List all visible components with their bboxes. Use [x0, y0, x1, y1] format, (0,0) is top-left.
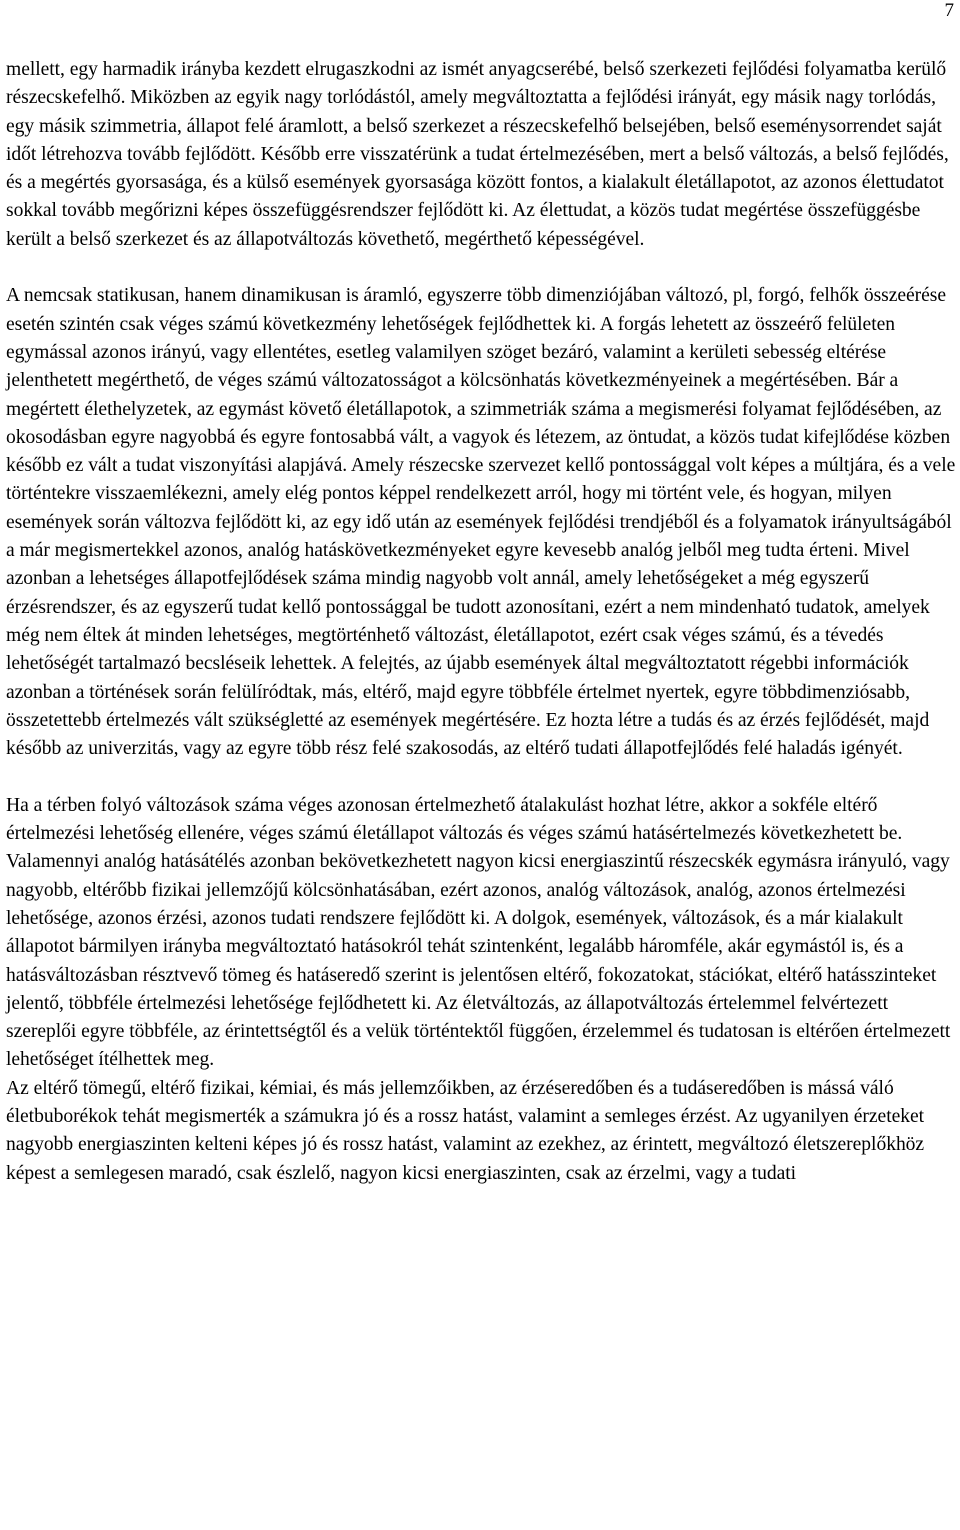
- paragraph-3: Ha a térben folyó változások száma véges azonosan értelmezhető átalakulást hozhat létre, akkor a sokféle eltérő értelmezési lehetőség ellenére, véges számú életállapot változás és véges számú hatásértelmezés következhetett be. Valamennyi analóg hatásátélés azonban bekövetkezhetett nagyon kicsi energiaszintű részecskék egymásra irányuló, vagy nagyobb, eltérőbb fizikai jellemzőjű kölcsönhatásában, ezért azonos, analóg változások, analóg, azonos értelmezési lehetősége, azonos érzési, azonos tudati rendszere fejlődött ki. A dolgok, események, változások, és a már kialakult állapotot bármilyen irányba megváltoztató hatásokról tehát szintenként, legalább háromféle, akár egymástól is, és a hatásváltozásban résztvevő tömeg és hatáseredő szerint is jelentősen eltérő, fokozatokat, stációkat, eltérő hatásszinteket jelentő, többféle értelmezési lehetősége fejlődhetett ki. Az életváltozás, az állapotváltozás értelemmel felvértezett szereplői egyre többféle, az érintettségtől és a velük történtektől függően, érzelemmel és tudatosan is eltérően értelmezett lehetőséget ítélhettek meg.: [6, 794, 951, 1071]
- body-text: [6, 56, 956, 1188]
- paragraph-2: A nemcsak statikusan, hanem dinamikusan is áramló, egyszerre több dimenziójában változó, pl, forgó, felhők összeérése esetén szintén csak véges számú következmény lehetőségek fejlődhettek ki. A forgás lehetett az összeérő felületen egymással azonos irányú, vagy ellentétes, esetleg valamilyen szöget bezáró, valamint a kerületi sebesség eltérése jelenthetett megérthető, de véges számú változatosságot a kölcsönhatás következményeinek a megértésében. Bár a megértett élethelyzetek, az egymást követő életállapotok, a szimmetriák száma a megismerési folyamat fejlődésében, az okosodásban egyre nagyobbá és egyre fontosabbá vált, a vagyok és létezem, az öntudat, a közös tudat kifejlődése közben később ez vált a tudat viszonyítási alapjává. Amely részecske szervezet kellő pontossággal volt képes a múltjára, és a vele történtekre visszaemlékezni, amely elég pontos képpel rendelkezett arról, hogy mi történt vele, és hogyan, milyen események során változva fejlődött ki, az egy idő után az események fejlődési trendjéből és a folyamatok irányultságából a már megismertekkel azonos, analóg hatáskövetkezményeket egyre kevesebb analóg jelből meg tudta érteni. Mivel azonban a lehetséges állapotfejlődések száma mindig nagyobb volt annál, amely lehetőségeket a még egyszerű érzésrendszer, és az egyszerű tudat kellő pontossággal be tudott azonosítani, ezért a nem mindenható tudatok, amelyek még nem éltek át minden lehetséges, megtörténhető változást, életállapotot, ezért csak véges számú, és a tévedés lehetőségét tartalmazó becsléseik lehettek. A felejtés, az újabb események által megváltoztatott régebbi információk azonban a történések során felülíródtak, más, eltérő, majd egyre többféle értelmet nyertek, egyre többdimenziósabb, összetettebb értelmezés vált szükségletté az események megértésére. Ez hozta létre a tudás és az érzés fejlődését, majd később az univerzitás, vagy az egyre több rész felé szakosodás, az eltérő tudati állapotfejlődés felé haladás igényét.: [6, 285, 956, 760]
- paragraph-4: Az eltérő tömegű, eltérő fizikai, kémiai, és más jellemzőikben, az érzéseredőben és a tudáseredőben is mássá váló életbuborékok tehát megismerték a számukra jó és a rossz hatást, valamint a semleges érzést. Az ugyanilyen érzeteket nagyobb energiaszinten kelteni képes jó és rossz hatást, valamint az ezekhez, az érintett, megváltozó életszereplőkhöz képest a semlegesen maradó, csak észlelő, nagyon kicsi energiaszinten, csak az érzelmi, vagy a tudati: [6, 1077, 925, 1184]
- page-number: 7: [944, 0, 954, 21]
- paragraph-1: mellett, egy harmadik irányba kezdett elrugaszkodni az ismét anyagcserébé, belső szerkezeti fejlődési folyamatba kerülő részecskefelhő. Miközben az egyik nagy torlódástól, amely megváltoztatta a fejlődési irányát, egy másik nagy torlódás, egy másik szimmetria, állapot felé áramlott, a belső szerkezet a részecskefelhő belsejében, belső eseménysorrendet saját időt létrehozva tovább fejlődött. Később erre visszatérünk a tudat értelmezésében, mert a belső változás, a belső fejlődés, és a megértés gyorsasága, és a külső események gyorsasága között fontos, a kialakult életállapotot, az azonos élettudatot sokkal tovább megőrizni képes összefüggésrendszer fejlődött ki. Az élettudat, a közös tudat megértése összefüggésbe került a belső szerkezet és az állapotváltozás követhető, megérthető képességével.: [6, 59, 949, 250]
